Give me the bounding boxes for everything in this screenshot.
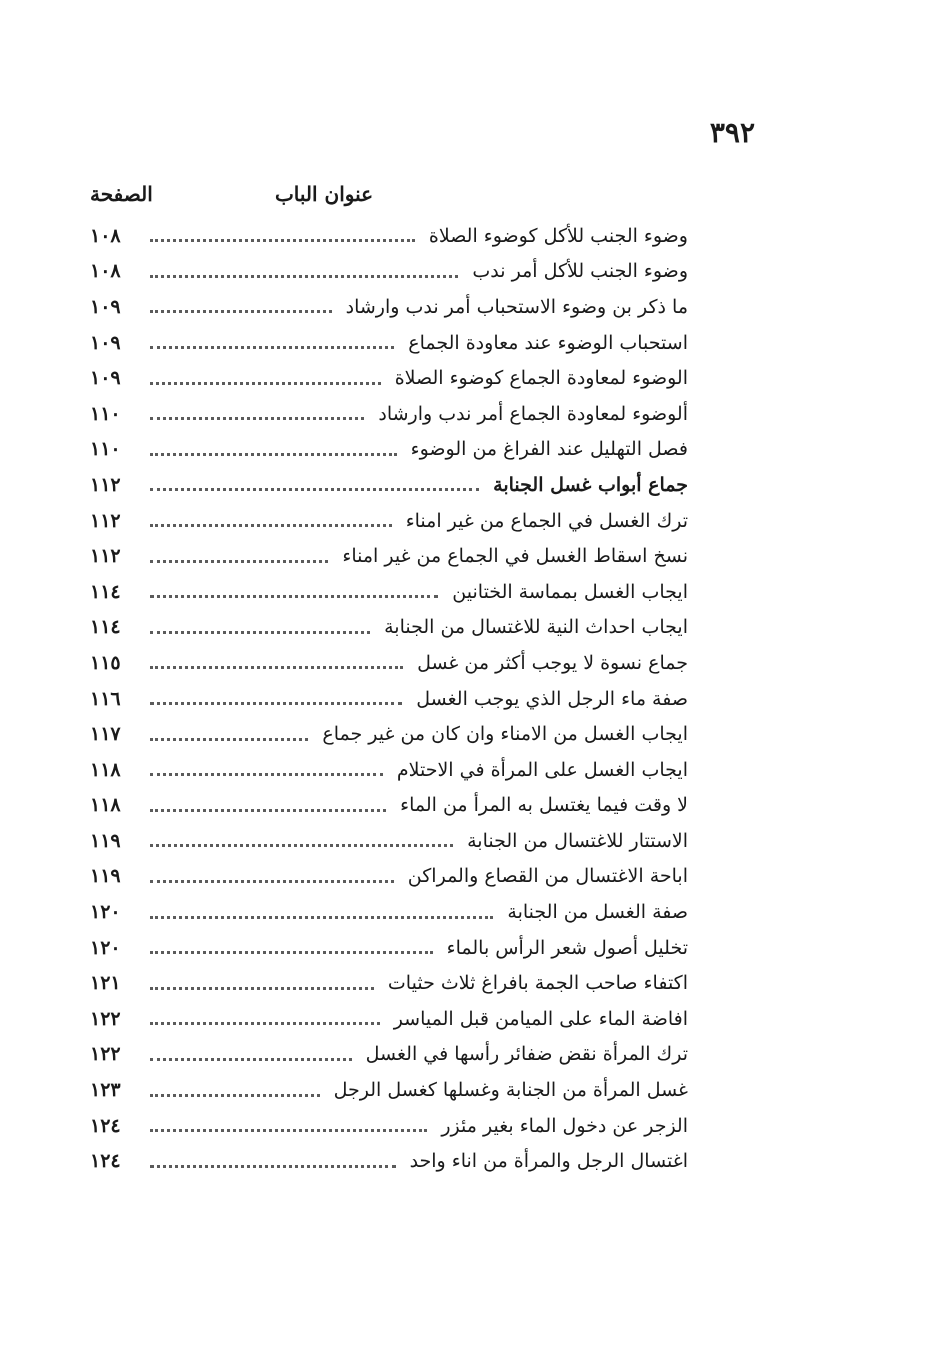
- toc-entry-page: ١١٧: [90, 723, 121, 746]
- table-of-contents: [90, 218, 688, 1179]
- dot-leader: [150, 844, 453, 847]
- toc-entry: [90, 1108, 688, 1144]
- toc-entry: [90, 752, 688, 788]
- toc-entry-page: ١٠٨: [90, 260, 121, 283]
- toc-entry: [90, 930, 688, 966]
- toc-entry-page: ١٢٠: [90, 901, 121, 924]
- toc-entry-title: وضوء الجنب للأكل كوضوء الصلاة: [428, 224, 688, 247]
- toc-entry-page: ١٠٨: [90, 224, 121, 247]
- toc-entry-title: الوضوء لمعاودة الجماع كوضوء الصلاة: [394, 367, 688, 390]
- toc-entry: [90, 360, 688, 396]
- toc-entry-title: اباحة الاغتسال من القصاع والمراكن: [407, 865, 688, 888]
- dot-leader: [150, 239, 415, 242]
- toc-entry-page: ١١٤: [90, 580, 121, 603]
- dot-leader: [150, 1058, 352, 1061]
- toc-entry-title: ايجاب الغسل من الامناء وان كان من غير جماع: [322, 723, 688, 746]
- toc-entry-page: ١٠٩: [90, 331, 121, 354]
- toc-entry-page: ١٢٣: [90, 1079, 121, 1102]
- toc-entry-title: ترك المرأة نقض ضفائر رأسها في الغسل: [365, 1043, 688, 1066]
- toc-entry-title: استحباب الوضوء عند معاودة الجماع: [408, 331, 688, 354]
- toc-entry-title: فصل التهليل عند الفراغ من الوضوء: [410, 438, 688, 461]
- toc-entry-page: ١١٦: [90, 687, 121, 710]
- dot-leader: [150, 453, 397, 456]
- toc-entry-title: افاضة الماء على الميامن قبل المياسر: [393, 1007, 688, 1030]
- toc-entry-title: جماع نسوة لا يوجب أكثر من غسل: [417, 651, 688, 674]
- toc-entry: [90, 1001, 688, 1037]
- toc-entry-page: ١١٨: [90, 758, 121, 781]
- dot-leader: [150, 809, 386, 812]
- toc-entry: [90, 823, 688, 859]
- toc-entry-page: ١٢١: [90, 972, 121, 995]
- toc-entry: [90, 467, 688, 503]
- toc-entry: [90, 1143, 688, 1179]
- dot-leader: [150, 631, 370, 634]
- toc-entry-page: ١٢٤: [90, 1114, 121, 1137]
- toc-entry-title: غسل المرأة من الجنابة وغسلها كغسل الرجل: [333, 1079, 688, 1102]
- toc-entry-title: اغتسال الرجل والمرأة من اناء واحد: [409, 1150, 688, 1173]
- toc-entry-title: ألوضوء لمعاودة الجماع أمر ندب وارشاد: [378, 402, 688, 425]
- dot-leader: [150, 346, 394, 349]
- toc-entry: [90, 645, 688, 681]
- toc-entry-title: الزجر عن دخول الماء بغير مئزر: [441, 1114, 688, 1137]
- toc-entry: [90, 432, 688, 468]
- toc-entry-title: ما ذكر بن وضوء الاستحباب أمر ندب وارشاد: [345, 295, 688, 318]
- dot-leader: [150, 880, 394, 883]
- toc-entry: [90, 396, 688, 432]
- dot-leader: [150, 417, 364, 420]
- toc-entry-page: ١١٨: [90, 794, 121, 817]
- toc-entry: [90, 325, 688, 361]
- dot-leader: [150, 1022, 380, 1025]
- toc-entry: [90, 681, 688, 717]
- dot-leader: [150, 702, 402, 705]
- toc-header: [90, 182, 688, 212]
- column-header-page: الصفحة: [90, 182, 153, 206]
- toc-entry-page: ١١٩: [90, 829, 121, 852]
- toc-entry-page: ١١٢: [90, 509, 121, 532]
- toc-entry-page: ١٢٢: [90, 1043, 121, 1066]
- toc-entry-title: ايجاب الغسل على المرأة في الاحتلام: [396, 758, 688, 781]
- dot-leader: [150, 275, 458, 278]
- toc-entry: [90, 788, 688, 824]
- column-header-title: عنوان الباب: [274, 182, 374, 206]
- toc-entry-title: وضوء الجنب للأكل أمر ندب: [472, 260, 688, 283]
- toc-entry-page: ١١٠: [90, 402, 121, 425]
- toc-entry: [90, 218, 688, 254]
- toc-entry-page: ١٠٩: [90, 295, 121, 318]
- toc-entry-page: ١١٤: [90, 616, 121, 639]
- dot-leader: [150, 738, 308, 741]
- dot-leader: [150, 488, 479, 491]
- toc-entry: [90, 965, 688, 1001]
- dot-leader: [150, 524, 392, 527]
- toc-entry-page: ١٠٩: [90, 367, 121, 390]
- dot-leader: [150, 773, 383, 776]
- dot-leader: [150, 951, 433, 954]
- toc-entry-title: صفة الغسل من الجنابة: [507, 901, 688, 924]
- dot-leader: [150, 666, 403, 669]
- toc-entry-page: ١٢٤: [90, 1150, 121, 1173]
- toc-entry-page: ١١٢: [90, 473, 121, 496]
- toc-entry: [90, 859, 688, 895]
- dot-leader: [150, 560, 328, 563]
- toc-entry-title: جماع أبواب غسل الجنابة: [493, 473, 688, 496]
- dot-leader: [150, 1094, 320, 1097]
- toc-entry-title: تخليل أصول شعر الرأس بالماء: [446, 936, 688, 959]
- toc-entry-page: ١١٩: [90, 865, 121, 888]
- toc-entry: [90, 538, 688, 574]
- toc-entry: [90, 610, 688, 646]
- toc-entry-title: لا وقت فيما يغتسل به المرأ من الماء: [400, 794, 688, 817]
- toc-entry-page: ١١٠: [90, 438, 121, 461]
- toc-entry: [90, 1072, 688, 1108]
- toc-entry-title: الاستتار للاغتسال من الجنابة: [467, 829, 688, 852]
- dot-leader: [150, 382, 381, 385]
- toc-entry-page: ١٢٠: [90, 936, 121, 959]
- toc-entry: [90, 503, 688, 539]
- toc-entry-page: ١٢٢: [90, 1007, 121, 1030]
- toc-entry: [90, 289, 688, 325]
- dot-leader: [150, 1129, 427, 1132]
- toc-entry: [90, 574, 688, 610]
- toc-entry-title: ايجاب احداث النية للاغتسال من الجنابة: [384, 616, 688, 639]
- toc-entry-title: صفة ماء الرجل الذي يوجب الغسل: [416, 687, 688, 710]
- toc-entry-title: ترك الغسل في الجماع من غير امناء: [405, 509, 688, 532]
- page-number: ٣٩٢: [709, 116, 755, 149]
- dot-leader: [150, 987, 374, 990]
- dot-leader: [150, 310, 332, 313]
- dot-leader: [150, 916, 493, 919]
- toc-entry: [90, 716, 688, 752]
- toc-entry: [90, 894, 688, 930]
- dot-leader: [150, 595, 438, 598]
- toc-entry-page: ١١٥: [90, 651, 121, 674]
- toc-entry-title: نسخ اسقاط الغسل في الجماع من غير امناء: [342, 545, 688, 568]
- toc-entry: [90, 254, 688, 290]
- toc-entry-page: ١١٢: [90, 545, 121, 568]
- toc-entry-title: ايجاب الغسل بمماسة الختانين: [452, 580, 688, 603]
- toc-entry-title: اكتفاء صاحب الجمة بافراغ ثلاث حثيات: [387, 972, 688, 995]
- dot-leader: [150, 1165, 396, 1168]
- toc-entry: [90, 1037, 688, 1073]
